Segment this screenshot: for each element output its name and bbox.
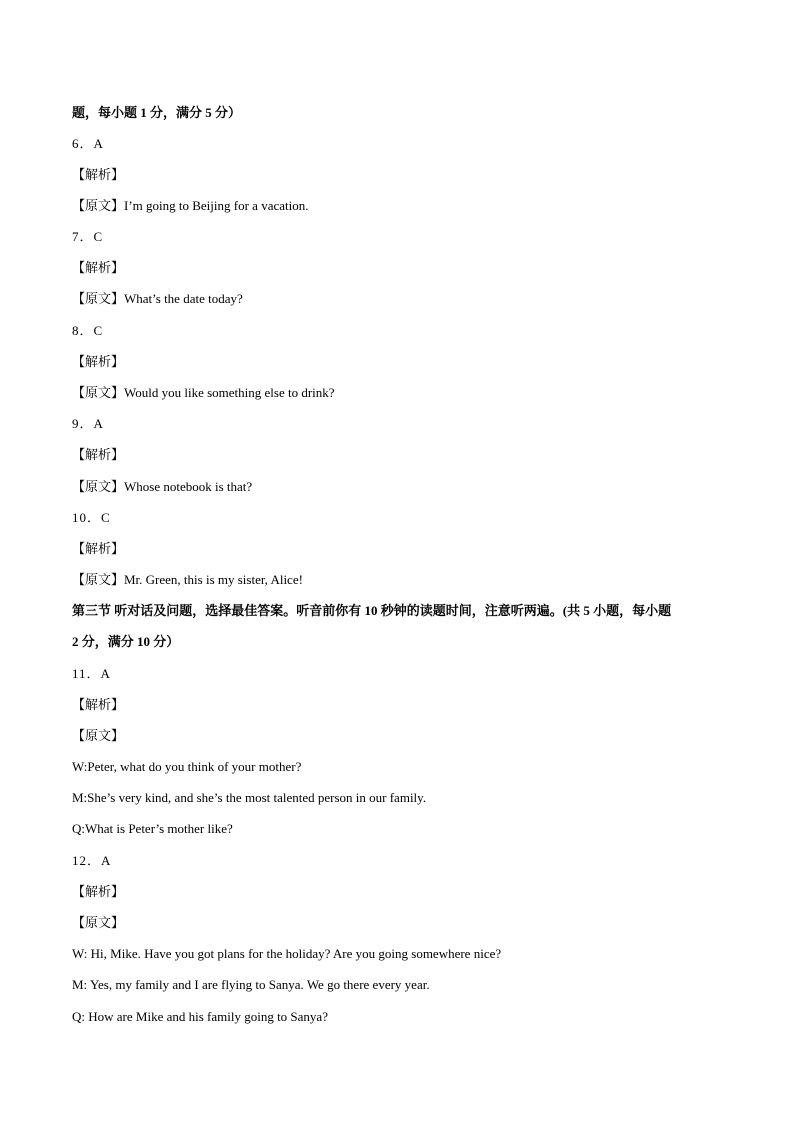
answer-12: 12．A — [72, 853, 112, 868]
analysis-label: 【解析】 — [72, 354, 125, 369]
analysis-label: 【解析】 — [72, 260, 125, 275]
question-line: Q:What is Peter’s mother like? — [72, 821, 233, 836]
transcript-6: 【原文】I’m going to Beijing for a vacation. — [72, 198, 309, 213]
section-three-heading-cont: 2 分，满分 10 分） — [72, 634, 180, 649]
transcript-10: 【原文】Mr. Green, this is my sister, Alice! — [72, 572, 303, 587]
answer-8: 8．C — [72, 323, 104, 338]
transcript-8: 【原文】Would you like something else to drink? — [72, 385, 335, 400]
dialogue-line: W:Peter, what do you think of your mother? — [72, 759, 302, 774]
dialogue-line: M:She’s very kind, and she’s the most talented person in our family. — [72, 790, 427, 805]
dialogue-line: M: Yes, my family and I are flying to Sanya. We go there every year. — [72, 977, 430, 992]
transcript-label: 【原文】 — [72, 915, 125, 930]
section-heading-continued: 题，每小题 1 分，满分 5 分） — [72, 105, 242, 120]
answer-10: 10．C — [72, 510, 111, 525]
answer-7: 7．C — [72, 229, 104, 244]
transcript-label: 【原文】 — [72, 728, 125, 743]
section-three-heading: 第三节 听对话及问题，选择最佳答案。听音前你有 10 秒钟的读题时间，注意听两遍。(共 5 小题，每小题 — [72, 603, 672, 618]
answer-9: 9．A — [72, 416, 104, 431]
transcript-7: 【原文】What’s the date today? — [72, 291, 243, 306]
analysis-label: 【解析】 — [72, 541, 125, 556]
question-line: Q: How are Mike and his family going to Sanya? — [72, 1009, 328, 1024]
analysis-label: 【解析】 — [72, 884, 125, 899]
analysis-label: 【解析】 — [72, 447, 125, 462]
dialogue-line: W: Hi, Mike. Have you got plans for the holiday? Are you going somewhere nice? — [72, 946, 502, 961]
answer-6: 6．A — [72, 136, 104, 151]
answer-11: 11．A — [72, 666, 111, 681]
transcript-9: 【原文】Whose notebook is that? — [72, 479, 253, 494]
analysis-label: 【解析】 — [72, 697, 125, 712]
analysis-label: 【解析】 — [72, 167, 125, 182]
